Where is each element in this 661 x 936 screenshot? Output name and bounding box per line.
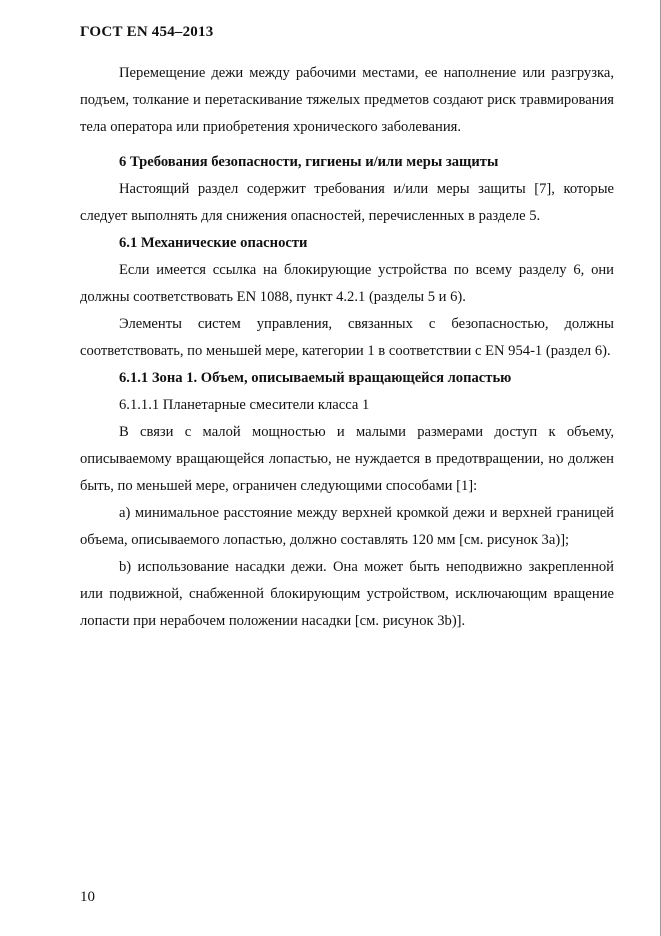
paragraph-section-intro: Настоящий раздел содержит требования и/или меры защиты [7], которые следует выполнять для снижения опасностей, перечисленных в разделе 5. <box>80 181 614 224</box>
paragraph-control-systems: Элементы систем управления, связанных с безопасностью, должны соответствовать, по меньшей мере, категории 1 в соответствии с EN 954-1 (раздел 6). <box>80 316 614 359</box>
subsection-heading-6-1: 6.1 Механические опасности <box>119 235 308 251</box>
document-body <box>80 60 614 635</box>
paragraph-load-handling-risk: Перемещение дежи между рабочими местами, ее наполнение или разгрузка, подъем, толкание и перетаскивание тяжелых предметов создают риск травмирования тела оператора или приобретения хронического заболевания. <box>80 65 614 135</box>
subsection-heading-6-1-1-1: 6.1.1.1 Планетарные смесители класса 1 <box>119 397 370 413</box>
paragraph-interlocking-devices: Если имеется ссылка на блокирующие устройства по всему разделу 6, они должны соответствовать EN 1088, пункт 4.2.1 (разделы 5 и 6). <box>80 262 614 305</box>
paragraph-access-limitation: В связи с малой мощностью и малыми размерами доступ к объему, описываемому вращающейся лопастью, не нуждается в предотвращении, но должен быть, по меньшей мере, ограничен следующими способами [1]: <box>80 424 614 494</box>
section-heading-6: 6 Требования безопасности, гигиены и/или меры защиты <box>119 154 499 170</box>
subsection-heading-6-1-1: 6.1.1 Зона 1. Объем, описываемый вращающейся лопастью <box>119 370 512 386</box>
list-item-b: b) использование насадки дежи. Она может быть неподвижно закрепленной или подвижной, снабженной блокирующим устройством, исключающим вращение лопасти при нерабочем положении насадки [см. рисунок 3b)]. <box>80 559 614 629</box>
document-header: ГОСТ EN 454–2013 <box>80 24 214 40</box>
list-item-a: a) минимальное расстояние между верхней кромкой дежи и верхней границей объема, описываемого лопастью, должно составлять 120 мм [см. рисунок 3a)]; <box>80 505 614 548</box>
page-number: 10 <box>80 889 95 905</box>
